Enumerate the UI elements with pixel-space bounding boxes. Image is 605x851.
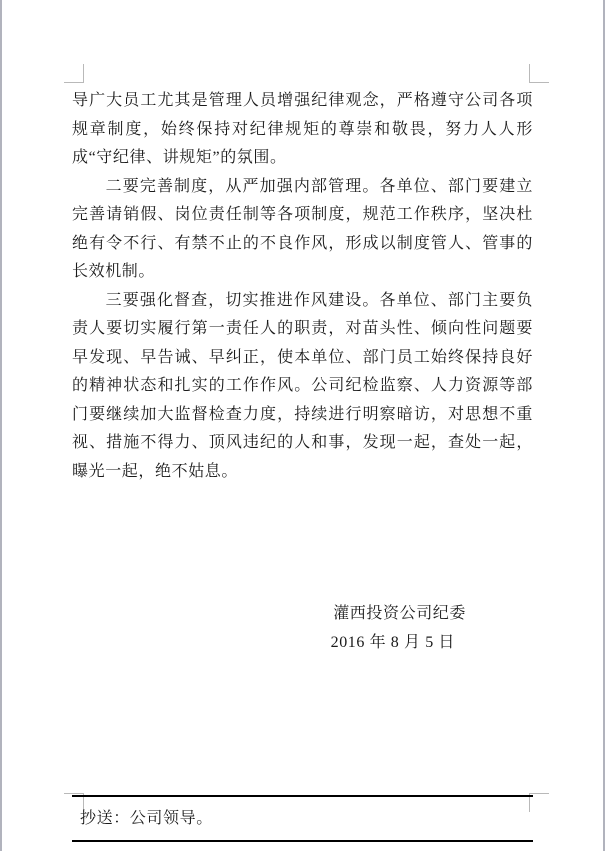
body-paragraph: 导广大员工尤其是管理人员增强纪律观念，严格遵守公司各项规章制度，始终保持对纪律规矩的尊崇和敬畏，努力人人形成“守纪律、讲规矩”的氛围。 xyxy=(72,92,533,166)
signature-block xyxy=(72,600,533,657)
body-paragraph: 二要完善制度，从严加强内部管理。各单位、部门要建立完善请销假、岗位责任制等各项制度，规范工作秩序，坚决杜绝有令不行、有禁不止的不良作风，形成以制度管人、管事的长效机制。 xyxy=(72,177,533,280)
page-left-edge xyxy=(0,0,2,851)
cc-note: 抄送：公司领导。 xyxy=(80,810,213,827)
document-body xyxy=(72,0,533,842)
body-paragraph: 三要强化督查，切实推进作风建设。各单位、部门主要负责人要切实履行第一责任人的职责，对苗头性、倾向性问题要早发现、早告诫、早纠正，使本单位、部门员工始终保持良好的精神状态和扎实的工作作风。公司纪检监察、人力资源等部门要继续加大监督检查力度，持续进行明察暗访，对思想不重视、措施不得力、顶风违纪的人和事，发现一起，查处一起，曝光一起，绝不姑息。 xyxy=(72,291,533,480)
signature-date: 2016 年 8 月 5 日 xyxy=(330,633,455,651)
signature-org: 灌西投资公司纪委 xyxy=(333,605,466,622)
cc-note-block xyxy=(72,795,533,842)
